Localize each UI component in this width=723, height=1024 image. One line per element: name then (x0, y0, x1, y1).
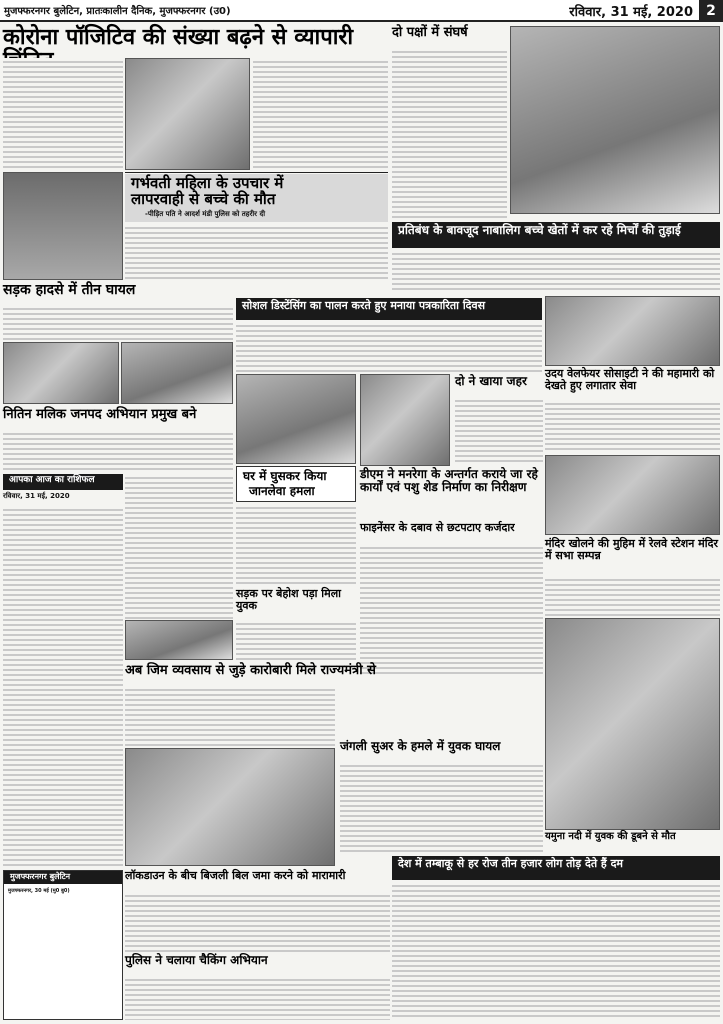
horoscope-title: आपका आज का राशिफल (3, 474, 123, 490)
photo-gym (125, 748, 335, 866)
photo-hospital (3, 172, 123, 280)
article-financier-text (360, 544, 543, 674)
article-journalism-text (236, 322, 542, 372)
page-number: 2 (699, 0, 723, 22)
headline-dm-mgnrega: डीएम ने मनरेगा के अन्तर्गत कराये जा रहे कार्यों एवं पशु शेड निर्माण का निरीक्षण (360, 467, 538, 494)
masthead (0, 0, 723, 22)
headline-nitin-malik: नितिन मलिक जनपद अभियान प्रमुख बने (3, 407, 197, 422)
photo-river (545, 618, 720, 830)
photo-mgnrega (545, 455, 720, 535)
imprint-box (3, 870, 123, 1020)
headline-welfare-society: उदय वेलफेयर सोसाइटी ने की महामारी को देखते हुए लगातार सेवा (545, 367, 715, 392)
photo-vehicles (545, 296, 720, 366)
headline-gym: अब जिम व्यवसाय से जुड़े कारोबारी मिले राज्यमंत्री से (125, 663, 376, 678)
photo-people (360, 374, 450, 466)
article-nitin-text (3, 430, 233, 470)
headline-pregnant-box (125, 174, 388, 222)
headline-road-accident: सड़क हादसे में तीन घायल (3, 282, 136, 298)
photo-portrait-1 (3, 342, 119, 404)
imprint-title: मुजफ्फरनगर बुलेटिन (4, 871, 122, 884)
article-unconscious-text (236, 620, 356, 660)
headline-child-labor: प्रतिबंध के बावजूद नाबालिग बच्चे खेतों में कर रहे मिर्चों की तुड़ाई (392, 222, 720, 248)
article-attack-text (236, 504, 356, 584)
headline-pregnant-l2: लापरवाही से बच्चे की मौत (131, 190, 276, 208)
article-accident-text (3, 305, 233, 341)
issue-date: रविवार, 31 मई, 2020 (569, 5, 693, 20)
horoscope-text (3, 506, 123, 866)
headline-attack-l1: घर में घुसकर किया (243, 469, 327, 483)
article-temple-text (545, 576, 720, 616)
headline-wild-boar: जंगली सुअर के हमले में युवक घायल (340, 739, 501, 753)
headline-temple: मंदिर खोलने की मुहिम में रेलवे स्टेशन मंदिर में सभा सम्पन्न (545, 537, 718, 562)
article-tobacco-text (392, 882, 720, 1020)
article-welfare-text (545, 400, 720, 452)
headline-electricity: लॉकडाउन के बीच बिजली बिल जमा करने को मारामारी (125, 869, 346, 882)
article-poison-text (455, 397, 543, 465)
article-middle-text (125, 474, 233, 644)
article-police-text (125, 976, 390, 1020)
article-clash-text (392, 48, 507, 220)
photo-crowd (236, 374, 356, 464)
headline-pregnant-l1: गर्भवती महिला के उपचार में (131, 174, 284, 192)
article-boar-text (340, 762, 543, 852)
photo-farm-labor (510, 26, 720, 214)
photo-officials (125, 620, 233, 660)
headline-financier: फाइनेंसर के दबाव से छटपटाए कर्जदार (360, 521, 515, 534)
imprint-dateline: मुजफ्फरनगर, 30 मई (मु0 बु0) (8, 887, 70, 894)
headline-pregnant-sub: -पीड़ित पति ने आदर्श मंडी पुलिस को तहरीर दी (145, 210, 266, 218)
article-pregnant-text (125, 224, 388, 282)
headline-corona: कोरोना पॉजिटिव की संख्या बढ़ने से व्यापारी (3, 25, 354, 50)
article-corona-text-2 (253, 58, 388, 170)
paper-name: मुजफ्फरनगर बुलेटिन, प्रातःकालीन दैनिक, मुजफ्फरनगर (उ0) (4, 6, 231, 17)
headline-police-check: पुलिस ने चलाया चैकिंग अभियान (125, 953, 268, 967)
photo-market (125, 58, 250, 170)
article-corona-text (3, 58, 123, 170)
headline-poison: दो ने खाया जहर (455, 374, 527, 388)
photo-portrait-2 (121, 342, 233, 404)
headline-attack-box (236, 466, 356, 502)
headline-journalism-day: सोशल डिस्टेंसिंग का पालन करते हुए मनाया पत्रकारिता दिवस (236, 298, 542, 320)
horoscope-date: रविवार, 31 मई, 2020 (3, 492, 70, 500)
article-electricity-text (125, 892, 390, 952)
article-gym-text (125, 686, 335, 746)
headline-unconscious: सड़क पर बेहोश पड़ा मिला युवक (236, 587, 342, 612)
article-child-labor-text (392, 250, 720, 292)
headline-yamuna: यमुना नदी में युवक की डूबने से मौत (545, 831, 676, 842)
headline-tobacco: देश में तम्बाकू से हर रोज तीन हजार लोग तोड़ देते हैं दम (392, 856, 720, 880)
headline-clash: दो पक्षों में संघर्ष (392, 25, 468, 40)
headline-attack-l2: जानलेवा हमला (249, 484, 315, 498)
